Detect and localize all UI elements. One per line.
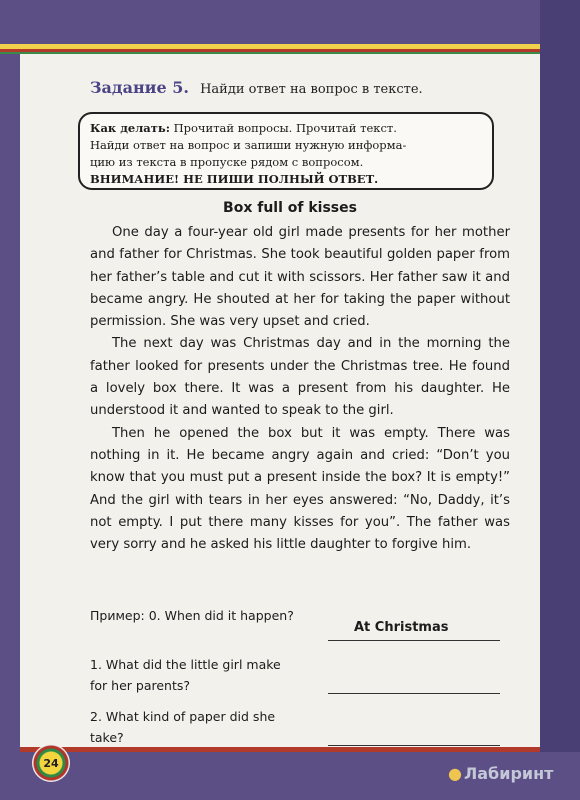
story-paragraph: Then he opened the box but it was empty. There was nothing in it. He became angry again and cried: “Don’t you know that you must put a present inside the box? It is empty!” And the girl with tears in her eyes answered: “No, Daddy, it’s not empty. I put there many kisses for you”. The father was very sorry and he asked his little daughter to forgive him. — [90, 425, 510, 553]
labyrinth-logo-icon: ● — [448, 764, 462, 783]
question-text: 2. What kind of paper did she take? — [90, 709, 276, 745]
story-paragraph: The next day was Christmas day and in the morning the father looked for presents under the Christmas tree. He found a lovely box there. It was a present from his daughter. He understood it and wanted to speak to the girl. — [90, 336, 510, 419]
answer-blank-1[interactable] — [328, 693, 500, 694]
answer-blank-2[interactable] — [328, 745, 500, 746]
example-answer-line — [328, 640, 500, 641]
instruction-line-2: Найди ответ на вопрос и запиши нужную информа- — [90, 138, 407, 152]
question-text: 1. What did the little girl make for her parents? — [90, 657, 281, 693]
question-row-1 — [90, 654, 510, 700]
watermark — [448, 764, 553, 783]
page-frame-top — [0, 0, 580, 44]
question-row-2 — [90, 706, 510, 752]
instruction-line-3: цию из текста в пропуске рядом с вопросом. — [90, 155, 364, 169]
example-question: Пример: 0. When did it happen? — [90, 608, 294, 623]
page-number: 24 — [43, 756, 59, 770]
instruction-box — [78, 112, 494, 190]
example-answer: At Christmas — [354, 620, 449, 635]
task-text: Найди ответ на вопрос в тексте. — [200, 82, 423, 97]
story-text — [90, 222, 510, 556]
instruction-line-1 — [90, 120, 482, 137]
instruction-text-1: Прочитай вопросы. Прочитай текст. — [173, 121, 397, 135]
page-frame-right — [540, 0, 580, 800]
task-label: Задание 5. — [90, 78, 189, 97]
story-paragraph: One day a four-year old girl made presents for her mother and father for Christmas. She took beautiful golden paper from her father’s table and cut it with scissors. Her father saw it and became angry. He shouted at her for taking the paper without permission. She was very upset and cried. — [90, 225, 510, 330]
instruction-warning: ВНИМАНИЕ! НЕ ПИШИ ПОЛНЫЙ ОТВЕТ. — [90, 172, 379, 186]
story-title: Box full of kisses — [223, 200, 357, 216]
page-frame-left — [0, 0, 20, 800]
task-heading — [90, 78, 423, 97]
watermark-text: Лабиринт — [463, 764, 554, 783]
example-row — [90, 606, 510, 646]
instruction-lead: Как делать: — [90, 121, 170, 135]
page-number-badge — [32, 744, 70, 782]
